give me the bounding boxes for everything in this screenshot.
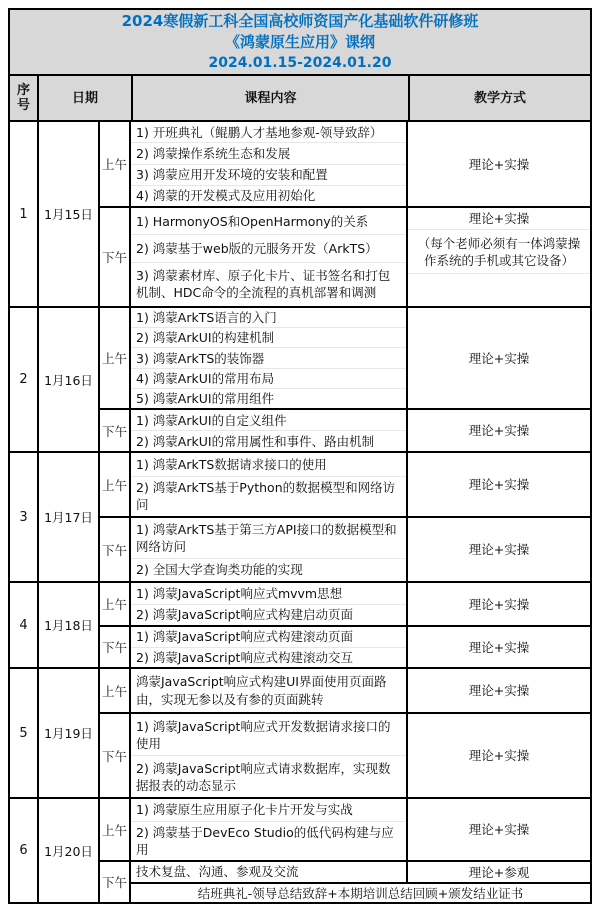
method-cell bbox=[408, 208, 590, 306]
course-item: 2) 鸿蒙操作系统生态和发展 bbox=[131, 143, 406, 164]
header-col-method: 教学方式 bbox=[473, 90, 526, 106]
serial-cell: 6 bbox=[10, 799, 39, 902]
date-cell: 1月16日 bbox=[39, 308, 100, 451]
table-row bbox=[10, 797, 590, 902]
course-item: 1) 鸿蒙ArkTS数据请求接口的使用 bbox=[131, 453, 406, 477]
session-label: 上午 bbox=[100, 453, 131, 516]
session-label: 上午 bbox=[100, 122, 131, 206]
session-pm bbox=[100, 625, 590, 667]
serial-cell: 2 bbox=[10, 308, 39, 451]
date-cell: 1月17日 bbox=[39, 453, 100, 581]
serial-cell: 1 bbox=[10, 122, 39, 306]
session-am bbox=[100, 308, 590, 408]
method-label: 理论+实操 bbox=[408, 208, 590, 230]
table-row bbox=[10, 120, 590, 306]
course-item: 2) 鸿蒙基于web版的元服务开发（ArkTS） bbox=[131, 235, 406, 262]
session-label: 上午 bbox=[100, 799, 131, 860]
course-item: 2) 鸿蒙ArkTS基于Python的数据模型和网络访问 bbox=[136, 480, 396, 513]
course-content-cell bbox=[131, 518, 408, 581]
table-row bbox=[10, 306, 590, 451]
course-item: 1) 鸿蒙ArkTS基于第三方API接口的数据模型和网络访问 bbox=[131, 518, 406, 559]
session-label: 上午 bbox=[100, 669, 131, 712]
course-item: 3) 鸿蒙应用开发环境的安装和配置 bbox=[131, 165, 406, 186]
serial-cell: 4 bbox=[10, 583, 39, 667]
course-content-cell bbox=[131, 583, 408, 625]
course-item: 2) 全国大学查询类功能的实现 bbox=[136, 562, 303, 578]
method-note: （每个老师必须有一体鸿蒙操作系统的手机或其它设备） bbox=[408, 230, 590, 274]
header-col-date: 日期 bbox=[39, 76, 133, 120]
method-label: 理论+实操 bbox=[468, 639, 530, 655]
method-label: 理论+实操 bbox=[468, 748, 530, 763]
session-am bbox=[100, 669, 590, 712]
session-am bbox=[100, 453, 590, 516]
sessions-group bbox=[100, 122, 590, 306]
method-label: 理论+实操 bbox=[468, 596, 530, 612]
sessions-group bbox=[100, 799, 590, 902]
course-item: 1) 鸿蒙JavaScript响应式开发数据请求接口的使用 bbox=[131, 714, 406, 756]
sessions-group bbox=[100, 308, 590, 451]
session-label: 下午 bbox=[100, 862, 131, 902]
course-content-cell bbox=[131, 453, 408, 516]
method-filler bbox=[408, 274, 590, 306]
session-label: 下午 bbox=[100, 714, 131, 797]
table-row bbox=[10, 667, 590, 797]
course-item: 3) 鸿蒙素材库、原子化卡片、证书签名和打包机制、HDC命令的全流程的真机部署和调测 bbox=[136, 268, 391, 301]
course-item: 2) 鸿蒙JavaScript响应式构建滚动交互 bbox=[136, 649, 353, 665]
method-label: 理论+实操 bbox=[468, 156, 530, 172]
session-label: 下午 bbox=[100, 518, 131, 581]
table-body bbox=[10, 120, 590, 902]
course-content-cell bbox=[131, 799, 408, 860]
course-item: 4) 鸿蒙的开发模式及应用初始化 bbox=[136, 188, 316, 204]
session-label: 下午 bbox=[100, 208, 131, 306]
course-item: 1) 开班典礼（鲲鹏人才基地参观-领导致辞） bbox=[131, 122, 406, 143]
course-content-cell bbox=[131, 714, 408, 797]
method-label: 理论+实操 bbox=[468, 822, 530, 837]
sessions-group bbox=[100, 669, 590, 797]
course-item: 2) 鸿蒙JavaScript响应式请求数据库，实现数据报表的动态显示 bbox=[136, 760, 391, 793]
syllabus-table bbox=[8, 8, 592, 904]
course-item: 4) 鸿蒙ArkUI的常用布局 bbox=[131, 369, 406, 389]
date-cell: 1月15日 bbox=[39, 122, 100, 306]
closing-row-top bbox=[131, 862, 590, 884]
closing-ceremony-row: 结班典礼-领导总结致辞+本期培训总结回顾+颁发结业证书 bbox=[197, 886, 524, 901]
header-col-content: 课程内容 bbox=[133, 76, 410, 120]
closing-block bbox=[131, 862, 590, 902]
course-item: 1) 鸿蒙ArkTS语言的入门 bbox=[131, 308, 406, 328]
header-col-no: 序号 bbox=[10, 76, 39, 120]
course-item: 1) 鸿蒙ArkUI的自定义组件 bbox=[131, 410, 406, 431]
session-label: 上午 bbox=[100, 583, 131, 625]
session-pm bbox=[100, 712, 590, 797]
course-item: 2) 鸿蒙ArkUI的常用属性和事件、路由机制 bbox=[136, 433, 375, 449]
session-pm bbox=[100, 860, 590, 902]
course-item: 2) 鸿蒙基于DevEco Studio的低代码构建与应用 bbox=[136, 824, 394, 857]
session-pm bbox=[100, 516, 590, 581]
title-line-1: 2024寒假新工科全国高校师资国产化基础软件研修班 bbox=[121, 12, 479, 30]
date-cell: 1月19日 bbox=[39, 669, 100, 797]
session-am bbox=[100, 122, 590, 206]
serial-cell: 3 bbox=[10, 453, 39, 581]
course-item: 鸿蒙JavaScript响应式构建UI界面使用页面路由，实现无参以及有参的页面跳转 bbox=[131, 669, 408, 712]
course-item: 技术复盘、沟通、参观及交流 bbox=[131, 862, 408, 882]
sessions-group bbox=[100, 453, 590, 581]
session-am bbox=[100, 583, 590, 625]
course-content-cell bbox=[131, 208, 408, 306]
method-label: 理论+实操 bbox=[468, 423, 530, 438]
course-content-cell bbox=[131, 308, 408, 408]
session-pm bbox=[100, 408, 590, 451]
title-line-2: 《鸿蒙原生应用》课纲 bbox=[224, 33, 375, 51]
course-item: 2) 鸿蒙ArkUI的构建机制 bbox=[131, 328, 406, 348]
table-row bbox=[10, 451, 590, 581]
date-cell: 1月18日 bbox=[39, 583, 100, 667]
session-label: 下午 bbox=[100, 627, 131, 667]
course-item: 3) 鸿蒙ArkTS的装饰器 bbox=[131, 348, 406, 368]
course-content-cell bbox=[131, 627, 408, 667]
sessions-group bbox=[100, 583, 590, 667]
session-label: 上午 bbox=[100, 308, 131, 408]
method-label: 理论+实操 bbox=[468, 542, 530, 557]
course-item: 1) HarmonyOS和OpenHarmony的关系 bbox=[131, 208, 406, 235]
course-item: 5) 鸿蒙ArkUI的常用组件 bbox=[136, 390, 275, 406]
course-item: 1) 鸿蒙JavaScript响应式构建滚动页面 bbox=[131, 627, 406, 648]
title-date-range: 2024.01.15-2024.01.20 bbox=[208, 55, 392, 71]
course-content-cell bbox=[131, 122, 408, 206]
method-label: 理论+实操 bbox=[468, 350, 530, 366]
date-cell: 1月20日 bbox=[39, 799, 100, 902]
column-header-row bbox=[10, 74, 590, 120]
table-title bbox=[10, 10, 590, 74]
method-cell: 理论+参观 bbox=[468, 864, 530, 880]
session-am bbox=[100, 799, 590, 860]
course-item: 1) 鸿蒙原生应用原子化卡片开发与实战 bbox=[131, 799, 406, 822]
course-content-cell bbox=[131, 410, 408, 451]
table-row bbox=[10, 581, 590, 667]
method-label: 理论+实操 bbox=[468, 477, 530, 492]
serial-cell: 5 bbox=[10, 669, 39, 797]
course-item: 1) 鸿蒙JavaScript响应式mvvm思想 bbox=[131, 583, 406, 605]
course-item: 2) 鸿蒙JavaScript响应式构建启动页面 bbox=[136, 607, 353, 623]
session-label: 下午 bbox=[100, 410, 131, 451]
method-label: 理论+实操 bbox=[468, 683, 530, 698]
session-pm bbox=[100, 206, 590, 306]
